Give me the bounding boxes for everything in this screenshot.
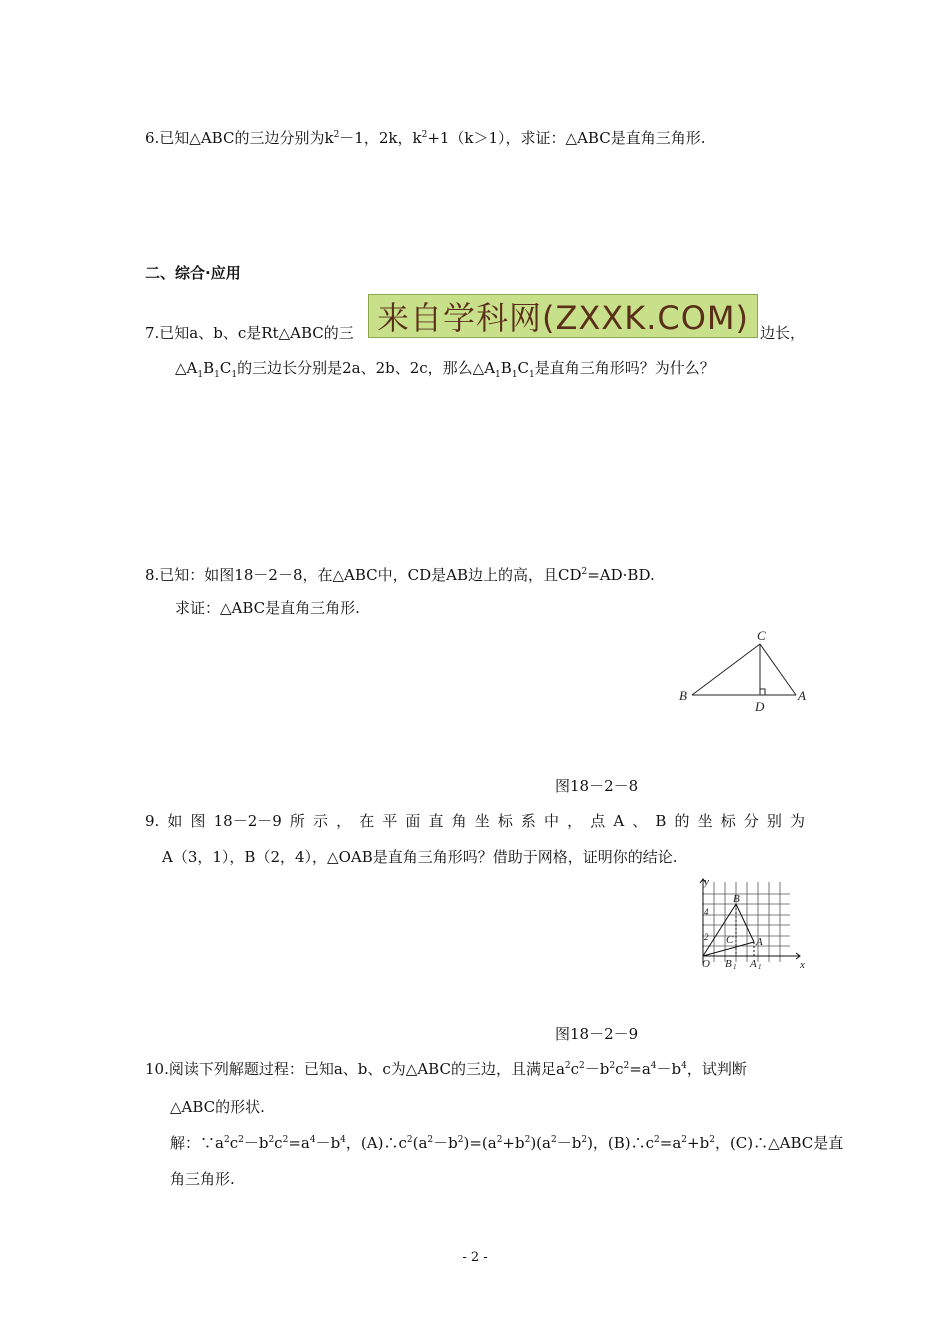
label-d: D	[755, 699, 765, 714]
grid-label-y: y	[704, 876, 709, 888]
right-angle-mark	[760, 689, 765, 695]
grid-label-a1-sub: 1	[758, 963, 762, 971]
q10-line4: 角三角形.	[170, 1170, 235, 1188]
triangle-figure-18-2-8	[670, 624, 820, 716]
label-b: B	[679, 688, 687, 703]
q10-line1: 10.阅读下列解题过程：已知a、b、c为△ABC的三边，且满足$a^2c^2-b^2c^2=a^4-b^4$，试判断	[145, 1060, 747, 1078]
label-c: C	[757, 628, 766, 643]
page-number: - 2 -	[462, 1250, 488, 1265]
q8-line1: 8.已知：如图18－2－8，在△ABC中，CD是AB边上的高，且$CD^2=AD\cdot BD$.	[145, 566, 655, 584]
q10-line3: 解：$\because a^2c^2-b^2c^2=a^4-b^4$，$(A)\therefore c^2(a^2-b^2)=(a^2+b^2)(a^2-b^2)$，$(B)\therefore c^2=a^2+b^2$，(C)∴△ABC是直	[170, 1134, 844, 1152]
grid-label-x: x	[800, 959, 805, 971]
grid-label-b: B	[733, 893, 740, 905]
caption-18-2-8: 图18－2－8	[555, 777, 639, 795]
q9-line2: A（3，1），B（2，4），△OAB是直角三角形吗？借助于网格，证明你的结论.	[162, 848, 678, 866]
watermark-banner	[368, 294, 758, 338]
grid-tick-2: 2	[704, 932, 709, 942]
segment-ca	[760, 644, 796, 695]
grid-label-a1: A	[750, 958, 757, 970]
grid-label-b1: B	[725, 958, 732, 970]
q7-line1b: 边长，	[760, 324, 806, 342]
q7-line2: $\triangle A_1B_1C_1$的三边长分别是2a、2b、2c，那么$\triangle A_1B_1C_1$是直角三角形吗？为什么？	[175, 359, 715, 380]
label-a: A	[798, 688, 806, 703]
q7-line1a: 7.已知a、b、c是Rt△ABC的三	[145, 324, 354, 342]
grid-figure-18-2-9	[688, 874, 813, 974]
grid-tick-4: 4	[704, 907, 709, 917]
grid-label-o: O	[702, 958, 710, 970]
section-heading: 二、综合·应用	[145, 264, 241, 282]
grid-lines	[702, 882, 790, 962]
grid-label-a: A	[756, 936, 763, 948]
grid-label-b1-sub: 1	[733, 963, 737, 971]
q6-text: 6.已知△ABC的三边分别为$k^2-1$，2k，$k^2+1(k>1)$，求证：△ABC是直角三角形.	[145, 129, 706, 147]
segment-bc	[692, 644, 760, 695]
watermark-text: 来自学科网(ZXXK.COM)	[376, 299, 750, 337]
caption-18-2-9: 图18－2－9	[555, 1025, 639, 1043]
q10-line2: △ABC的形状.	[170, 1098, 265, 1116]
grid-label-c: C	[726, 934, 734, 946]
q9-line1: 9.如图18－2－9所示，在平面直角坐标系中，点A、B的坐标分别为	[145, 812, 805, 830]
q8-line2: 求证：△ABC是直角三角形.	[175, 599, 360, 617]
